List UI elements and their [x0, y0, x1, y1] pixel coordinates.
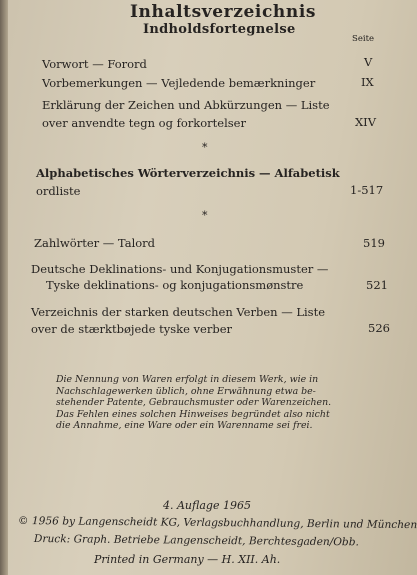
notice-line: Die Nennung von Waren erfolgt in diesem Werk, wie in [56, 374, 319, 385]
toc-page-foreword: V [364, 55, 373, 69]
separator-star: * [202, 209, 208, 222]
toc-entry-strong-verbs-line-1: Verzeichnis der starken deutschen Verben — Liste [31, 305, 326, 319]
page-column-label: Seite [352, 34, 375, 44]
notice-line: die Annahme, eine Ware oder ein Warenname sei frei. [56, 420, 313, 431]
toc-entry-dictionary-line-2: ordliste [36, 184, 81, 198]
toc-page-preliminary-remarks: IX [361, 75, 374, 89]
toc-entry-symbols-line-1: Erklärung der Zeichen und Abkürzungen — Liste [42, 98, 330, 112]
separator-star: * [202, 141, 208, 154]
toc-page-numerals: 519 [363, 236, 385, 250]
toc-page-strong-verbs: 526 [368, 321, 390, 335]
trademark-notice [56, 374, 384, 432]
toc-page-symbols: XIV [355, 115, 377, 129]
edition-line: 4. Auflage 1965 [163, 499, 251, 512]
toc-page-dictionary: 1-517 [350, 183, 384, 197]
toc-entry-strong-verbs-line-2: over de stærktbøjede tyske verber [31, 322, 233, 336]
toc-entry-symbols-line-2: over anvendte tegn og forkortelser [42, 116, 246, 130]
toc-entry-declension-line-1: Deutsche Deklinations- und Konjugationsmuster — [31, 262, 329, 276]
notice-line: stehender Patente, Gebrauchsmuster oder Warenzeichen. [56, 397, 332, 408]
printer-line: Druck: Graph. Betriebe Langenscheidt, Berchtesgaden/Obb. [33, 533, 359, 549]
toc-entry-numerals: Zahlwörter — Talord [34, 236, 156, 250]
notice-line: Nachschlagewerken üblich, ohne Erwähnung etwa be- [56, 385, 316, 397]
page-gutter-shadow [0, 0, 8, 575]
page-subtitle: Indholdsfortegnelse [143, 22, 296, 37]
toc-entry-foreword: Vorwort — Forord [42, 57, 147, 71]
copyright-line: © 1956 by Langenscheidt KG, Verlagsbuchhandlung, Berlin und München [17, 515, 417, 532]
toc-page-declension: 521 [366, 278, 388, 292]
notice-line: Das Fehlen eines solchen Hinweises begründet also nicht [56, 408, 330, 420]
toc-entry-preliminary-remarks: Vorbemerkungen — Vejledende bemærkninger [42, 76, 316, 90]
toc-entry-dictionary-line-1 [36, 166, 340, 180]
printed-in-line: Printed in Germany — H. XII. Ah. [94, 553, 281, 566]
dictionary-heading: Alphabetisches Wörterverzeichnis — Alfabetisk [36, 166, 340, 180]
page-title: Inhaltsverzeichnis [130, 2, 317, 22]
toc-entry-declension-line-2: Tyske deklinations- og konjugationsmønstre [46, 278, 304, 292]
